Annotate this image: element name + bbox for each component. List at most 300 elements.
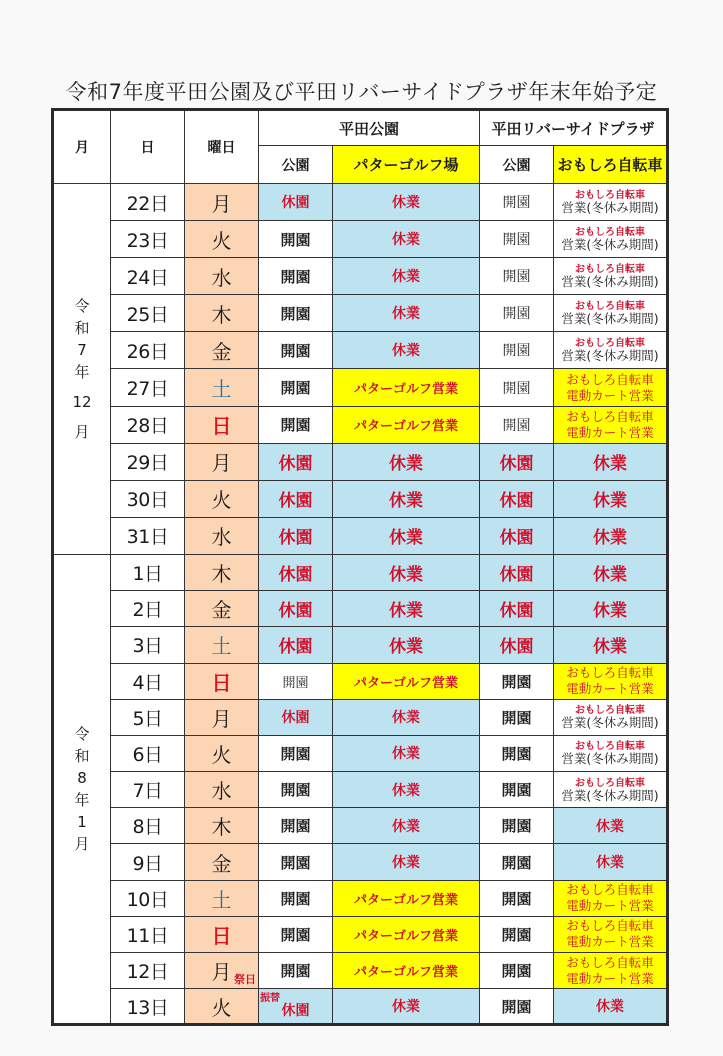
weekday-cell <box>185 517 259 554</box>
plaza-park-status-text: 開園 <box>501 708 532 727</box>
bike-line2: 電動カート営業 <box>566 424 654 440</box>
omoshiro-bike-status <box>554 369 668 406</box>
weekday-label: 土 <box>211 634 232 659</box>
winter-bottom: 営業(冬休み期間) <box>561 237 659 253</box>
table-row <box>53 699 668 735</box>
plaza-park-status-text: 開園 <box>502 343 531 360</box>
putter-golf-status <box>333 480 480 517</box>
putter-golf-status <box>333 443 480 480</box>
winter-top: おもしろ自転車 <box>575 705 645 717</box>
park-status-text: 開園 <box>280 817 311 836</box>
plaza-park-status <box>480 916 554 952</box>
plaza-park-status-text: 休園 <box>499 565 534 586</box>
weekday-cell <box>185 332 259 369</box>
park-status <box>259 221 333 258</box>
putter-golf-status <box>333 699 480 735</box>
header-weekday: 曜日 <box>185 110 259 184</box>
month-label-char: 1 <box>77 813 87 832</box>
omoshiro-bike-status <box>554 221 668 258</box>
winter-bottom: 営業(冬休み期間) <box>561 200 659 216</box>
putter-golf-status-text: 休業 <box>389 601 423 622</box>
weekday-cell <box>185 591 259 627</box>
plaza-park-status-text: 休園 <box>499 528 534 549</box>
month-label-char: 年 <box>74 791 90 810</box>
table-row <box>53 772 668 808</box>
weekday-label: 月 <box>211 451 232 476</box>
park-status-text: 開園 <box>280 781 311 800</box>
park-status-text: 開園 <box>280 416 311 435</box>
weekday-label: 土 <box>211 887 232 912</box>
omoshiro-bike-status <box>554 184 668 221</box>
day-cell: 3日 <box>111 627 185 663</box>
weekday-cell <box>185 663 259 699</box>
putter-golf-status-text: 休業 <box>392 343 420 360</box>
plaza-park-status-text: 休園 <box>499 637 534 658</box>
day-cell: 30日 <box>111 480 185 517</box>
day-cell: 7日 <box>111 772 185 808</box>
weekday-label: 水 <box>211 265 232 290</box>
plaza-park-status <box>480 808 554 844</box>
table-row <box>53 627 668 663</box>
putter-golf-status-text: 休業 <box>389 528 423 549</box>
putter-golf-status <box>333 772 480 808</box>
table-row <box>53 989 668 1025</box>
bike-status-text: 休業 <box>593 637 627 658</box>
bike-line1: おもしろ自転車 <box>566 882 654 898</box>
substitute-note: 振替 <box>260 993 280 1005</box>
park-status-text: 開園 <box>282 675 309 691</box>
day-cell: 6日 <box>111 735 185 771</box>
park-status-text: 休園 <box>278 565 313 586</box>
day-cell: 11日 <box>111 916 185 952</box>
park-status-text: 休園 <box>278 637 313 658</box>
plaza-park-status <box>480 663 554 699</box>
weekday-label: 火 <box>211 995 232 1020</box>
weekday-label: 土 <box>211 377 232 402</box>
plaza-park-status-text: 開園 <box>501 672 532 691</box>
plaza-park-status <box>480 406 554 443</box>
day-cell: 27日 <box>111 369 185 406</box>
weekday-label: 水 <box>211 525 232 550</box>
omoshiro-bike-status <box>554 844 668 880</box>
plaza-park-status <box>480 627 554 663</box>
day-cell: 1日 <box>111 554 185 590</box>
plaza-park-status <box>480 517 554 554</box>
day-cell: 23日 <box>111 221 185 258</box>
weekday-label: 金 <box>211 851 232 876</box>
putter-golf-status-text: 休業 <box>392 782 420 799</box>
omoshiro-bike-status <box>554 808 668 844</box>
winter-bottom: 営業(冬休み期間) <box>561 348 659 364</box>
day-cell: 28日 <box>111 406 185 443</box>
plaza-park-status-text: 開園 <box>502 195 531 212</box>
month-label-char: 8 <box>77 769 87 788</box>
weekday-cell <box>185 258 259 295</box>
omoshiro-bike-status <box>554 258 668 295</box>
table-row <box>53 221 668 258</box>
plaza-park-status-text: 休園 <box>499 601 534 622</box>
omoshiro-bike-status <box>554 735 668 771</box>
park-status-text: 開園 <box>280 744 311 763</box>
plaza-park-status-text: 開園 <box>501 853 532 872</box>
schedule-table <box>51 108 669 1026</box>
park-status-text: 開園 <box>280 341 311 360</box>
header-day: 日 <box>111 110 185 184</box>
table-row <box>53 184 668 221</box>
omoshiro-bike-status <box>554 772 668 808</box>
putter-golf-status-text: 休業 <box>392 232 420 249</box>
omoshiro-bike-status <box>554 554 668 590</box>
park-status-text: 休園 <box>278 601 313 622</box>
bike-line1: おもしろ自転車 <box>566 371 654 387</box>
plaza-park-status-text: 開園 <box>502 380 531 397</box>
omoshiro-bike-status <box>554 880 668 916</box>
plaza-park-status <box>480 369 554 406</box>
bike-status-text: 休業 <box>596 818 624 835</box>
putter-golf-status <box>333 735 480 771</box>
park-status <box>259 517 333 554</box>
putter-golf-status <box>333 332 480 369</box>
plaza-park-status <box>480 480 554 517</box>
putter-golf-status <box>333 554 480 590</box>
bike-status-text: 休業 <box>596 855 624 872</box>
putter-golf-status <box>333 221 480 258</box>
park-status <box>259 332 333 369</box>
plaza-park-status <box>480 221 554 258</box>
plaza-park-status <box>480 953 554 989</box>
month-label-char: 7 <box>77 340 87 359</box>
month-label-char: 和 <box>74 747 90 766</box>
header-riverside-plaza: 平田リバーサイドプラザ <box>480 110 668 146</box>
park-status <box>259 627 333 663</box>
plaza-park-status-text: 休園 <box>499 454 534 475</box>
putter-golf-status <box>333 627 480 663</box>
day-cell: 26日 <box>111 332 185 369</box>
schedule-body <box>53 184 668 1025</box>
bike-status-text: 休業 <box>593 528 627 549</box>
park-status-text: 開園 <box>280 853 311 872</box>
plaza-park-status <box>480 295 554 332</box>
putter-golf-status <box>333 989 480 1025</box>
month-label-char: 月 <box>74 422 90 441</box>
plaza-park-status <box>480 699 554 735</box>
bike-line1: おもしろ自転車 <box>566 665 654 681</box>
putter-golf-status <box>333 406 480 443</box>
putter-golf-status-text: 休業 <box>389 565 423 586</box>
omoshiro-bike-status <box>554 591 668 627</box>
weekday-cell <box>185 916 259 952</box>
table-row <box>53 443 668 480</box>
weekday-cell <box>185 443 259 480</box>
header-month: 月 <box>53 110 111 184</box>
winter-bottom: 営業(冬休み期間) <box>561 787 659 803</box>
bike-status-text: 休業 <box>593 454 627 475</box>
park-status-text: 休園 <box>281 1003 310 1020</box>
table-row <box>53 880 668 916</box>
table-row <box>53 953 668 989</box>
table-row <box>53 844 668 880</box>
weekday-label: 木 <box>211 815 232 840</box>
omoshiro-bike-status <box>554 517 668 554</box>
omoshiro-bike-status <box>554 953 668 989</box>
day-cell: 5日 <box>111 699 185 735</box>
omoshiro-bike-status <box>554 699 668 735</box>
plaza-park-status-text: 開園 <box>501 997 532 1016</box>
plaza-park-status-text: 開園 <box>501 889 532 908</box>
putter-golf-status-text: パターゴルフ営業 <box>353 928 458 944</box>
table-row <box>53 554 668 590</box>
park-status-text: 開園 <box>280 304 311 323</box>
putter-golf-status <box>333 953 480 989</box>
winter-top: おもしろ自転車 <box>575 301 645 313</box>
plaza-park-status-text: 開園 <box>501 781 532 800</box>
weekday-cell <box>185 844 259 880</box>
park-status-text: 休園 <box>278 491 313 512</box>
weekday-cell <box>185 699 259 735</box>
table-row <box>53 369 668 406</box>
park-status <box>259 953 333 989</box>
plaza-park-status <box>480 258 554 295</box>
putter-golf-status-text: パターゴルフ営業 <box>353 382 458 398</box>
omoshiro-bike-status <box>554 627 668 663</box>
weekday-label: 金 <box>211 339 232 364</box>
winter-bottom: 営業(冬休み期間) <box>561 311 659 327</box>
plaza-park-status-text: 開園 <box>501 744 532 763</box>
putter-golf-status <box>333 844 480 880</box>
day-cell: 2日 <box>111 591 185 627</box>
putter-golf-status-text: 休業 <box>392 746 420 763</box>
day-cell: 29日 <box>111 443 185 480</box>
month-label-char: 12 <box>72 392 92 411</box>
weekday-label: 月 <box>211 960 232 985</box>
putter-golf-status-text: 休業 <box>392 269 420 286</box>
park-status <box>259 184 333 221</box>
omoshiro-bike-status <box>554 989 668 1025</box>
page-title: 令和7年度平田公園及び平田リバーサイドプラザ年末年始予定 <box>65 80 658 104</box>
park-status <box>259 406 333 443</box>
table-row <box>53 406 668 443</box>
omoshiro-bike-status <box>554 916 668 952</box>
month-label-char: 令 <box>74 296 90 315</box>
plaza-park-status-text: 開園 <box>502 417 531 434</box>
winter-top: おもしろ自転車 <box>575 264 645 276</box>
weekday-cell <box>185 880 259 916</box>
park-status <box>259 295 333 332</box>
weekday-label: 火 <box>211 488 232 513</box>
plaza-park-status-text: 開園 <box>502 306 531 323</box>
plaza-park-status <box>480 184 554 221</box>
plaza-park-status-text: 開園 <box>501 925 532 944</box>
putter-golf-status <box>333 880 480 916</box>
putter-golf-status <box>333 916 480 952</box>
park-status-text: 休園 <box>278 528 313 549</box>
park-status <box>259 443 333 480</box>
plaza-park-status-text: 開園 <box>502 269 531 286</box>
omoshiro-bike-status <box>554 443 668 480</box>
putter-golf-status-text: 休業 <box>392 855 420 872</box>
table-row <box>53 517 668 554</box>
weekday-cell <box>185 808 259 844</box>
weekday-cell <box>185 554 259 590</box>
putter-golf-status-text: 休業 <box>392 306 420 323</box>
putter-golf-status-text: 休業 <box>389 454 423 475</box>
weekday-cell <box>185 735 259 771</box>
bike-line2: 電動カート営業 <box>566 681 654 697</box>
day-cell: 22日 <box>111 184 185 221</box>
weekday-label: 日 <box>211 923 232 948</box>
winter-top: おもしろ自転車 <box>575 227 645 239</box>
winter-top: おもしろ自転車 <box>575 190 645 202</box>
putter-golf-status-text: 休業 <box>392 710 420 727</box>
bike-status-text: 休業 <box>593 491 627 512</box>
putter-golf-status <box>333 663 480 699</box>
omoshiro-bike-status <box>554 295 668 332</box>
header-plaza-park-sub: 公園 <box>480 146 554 184</box>
park-status <box>259 591 333 627</box>
bike-status-text: 休業 <box>596 999 624 1016</box>
weekday-label: 金 <box>211 598 232 623</box>
park-status <box>259 663 333 699</box>
table-row <box>53 808 668 844</box>
table-row <box>53 332 668 369</box>
park-status <box>259 735 333 771</box>
park-status-text: 開園 <box>280 230 311 249</box>
month-label <box>53 184 111 555</box>
weekday-label: 月 <box>211 706 232 731</box>
park-status-text: 休園 <box>281 710 310 727</box>
winter-bottom: 営業(冬休み期間) <box>561 715 659 731</box>
winter-bottom: 営業(冬休み期間) <box>561 751 659 767</box>
plaza-park-status-text: 休園 <box>499 491 534 512</box>
weekday-label: 水 <box>211 779 232 804</box>
putter-golf-status <box>333 369 480 406</box>
omoshiro-bike-status <box>554 406 668 443</box>
day-cell: 4日 <box>111 663 185 699</box>
table-row <box>53 663 668 699</box>
bike-line2: 電動カート営業 <box>566 387 654 403</box>
table-row <box>53 258 668 295</box>
putter-golf-status-text: パターゴルフ営業 <box>353 892 458 908</box>
weekday-cell <box>185 953 259 989</box>
weekday-label: 木 <box>211 302 232 327</box>
header-putter-golf: パターゴルフ場 <box>333 146 480 184</box>
park-status-text: 開園 <box>280 962 311 981</box>
bike-line2: 電動カート営業 <box>566 934 654 950</box>
table-row <box>53 480 668 517</box>
month-label-char: 月 <box>74 835 90 854</box>
park-status-text: 開園 <box>280 889 311 908</box>
day-cell: 9日 <box>111 844 185 880</box>
putter-golf-status-text: パターゴルフ営業 <box>353 675 458 691</box>
putter-golf-status-text: 休業 <box>392 999 420 1016</box>
bike-line1: おもしろ自転車 <box>566 918 654 934</box>
park-status-text: 開園 <box>280 379 311 398</box>
weekday-cell <box>185 772 259 808</box>
weekday-label: 日 <box>211 414 232 439</box>
putter-golf-status-text: パターゴルフ営業 <box>353 965 458 981</box>
plaza-park-status <box>480 443 554 480</box>
weekday-cell <box>185 221 259 258</box>
putter-golf-status-text: 休業 <box>392 195 420 212</box>
weekday-label: 月 <box>211 191 232 216</box>
month-label <box>53 554 111 1024</box>
winter-top: おもしろ自転車 <box>575 338 645 350</box>
park-status <box>259 808 333 844</box>
putter-golf-status-text: 休業 <box>389 637 423 658</box>
weekday-label: 火 <box>211 742 232 767</box>
plaza-park-status <box>480 554 554 590</box>
putter-golf-status <box>333 517 480 554</box>
day-cell: 8日 <box>111 808 185 844</box>
day-cell: 25日 <box>111 295 185 332</box>
weekday-cell <box>185 480 259 517</box>
day-cell: 24日 <box>111 258 185 295</box>
park-status <box>259 258 333 295</box>
table-row <box>53 735 668 771</box>
putter-golf-status <box>333 295 480 332</box>
plaza-park-status <box>480 772 554 808</box>
bike-status-text: 休業 <box>593 565 627 586</box>
park-status-text: 開園 <box>280 267 311 286</box>
day-cell: 12日 <box>111 953 185 989</box>
plaza-park-status <box>480 989 554 1025</box>
table-row <box>53 591 668 627</box>
winter-top: おもしろ自転車 <box>575 741 645 753</box>
weekday-cell <box>185 627 259 663</box>
plaza-park-status <box>480 844 554 880</box>
putter-golf-status <box>333 591 480 627</box>
bike-line2: 電動カート営業 <box>566 898 654 914</box>
park-status <box>259 880 333 916</box>
putter-golf-status-text: 休業 <box>392 818 420 835</box>
park-status <box>259 554 333 590</box>
park-status-text: 休園 <box>281 195 310 212</box>
plaza-park-status-text: 開園 <box>501 817 532 836</box>
table-row <box>53 916 668 952</box>
winter-top: おもしろ自転車 <box>575 777 645 789</box>
header-hirata-park: 平田公園 <box>259 110 480 146</box>
omoshiro-bike-status <box>554 480 668 517</box>
month-label-char: 令 <box>74 725 90 744</box>
park-status <box>259 844 333 880</box>
putter-golf-status <box>333 258 480 295</box>
park-status <box>259 699 333 735</box>
bike-line2: 電動カート営業 <box>566 970 654 986</box>
park-status <box>259 989 333 1025</box>
park-status-text: 休園 <box>278 454 313 475</box>
day-cell: 13日 <box>111 989 185 1025</box>
weekday-cell <box>185 406 259 443</box>
bike-line1: おもしろ自転車 <box>566 954 654 970</box>
park-status-text: 開園 <box>280 925 311 944</box>
bike-line1: おもしろ自転車 <box>566 408 654 424</box>
plaza-park-status-text: 開園 <box>501 962 532 981</box>
weekday-cell <box>185 369 259 406</box>
putter-golf-status <box>333 808 480 844</box>
plaza-park-status <box>480 880 554 916</box>
day-cell: 31日 <box>111 517 185 554</box>
weekday-cell <box>185 184 259 221</box>
plaza-park-status <box>480 735 554 771</box>
weekday-label: 火 <box>211 228 232 253</box>
holiday-note: 祭日 <box>234 973 256 987</box>
month-label-char: 和 <box>74 318 90 337</box>
weekday-label: 木 <box>211 562 232 587</box>
putter-golf-status <box>333 184 480 221</box>
park-status <box>259 480 333 517</box>
park-status <box>259 916 333 952</box>
park-status <box>259 772 333 808</box>
